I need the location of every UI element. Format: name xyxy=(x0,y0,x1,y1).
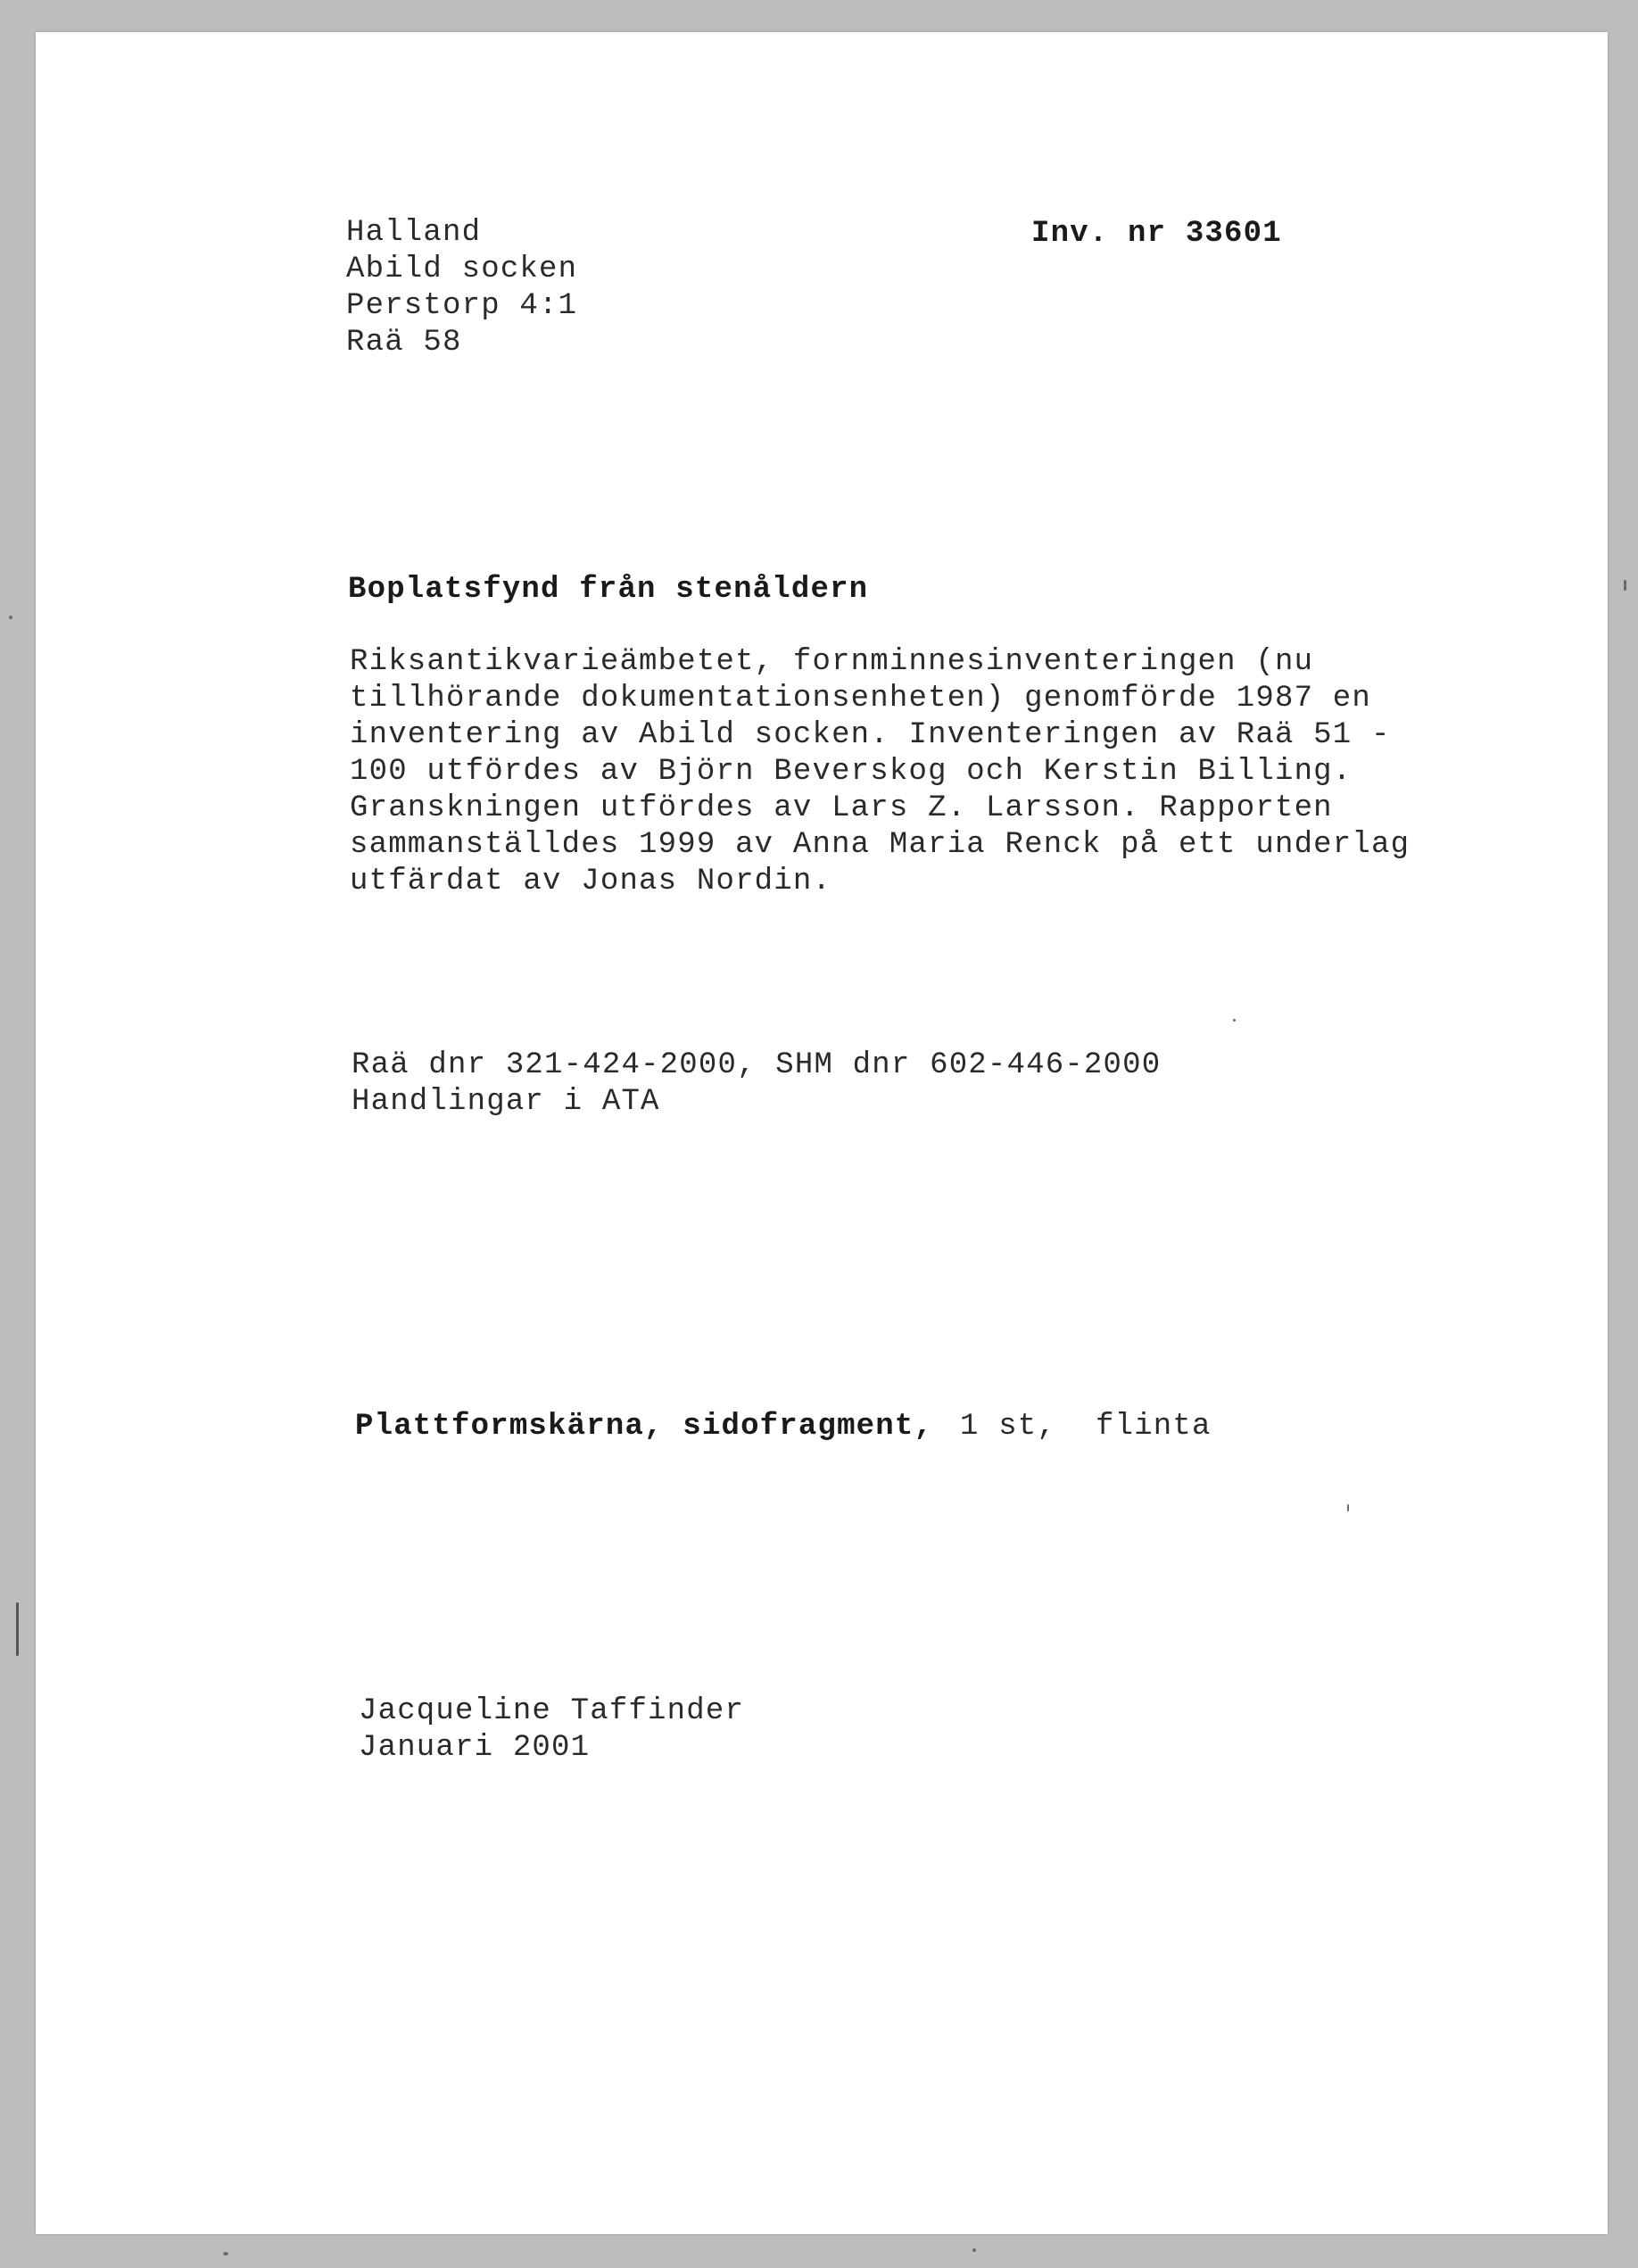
scan-speck xyxy=(1624,580,1626,591)
body-line: tillhörande dokumentationsenheten) genomförde 1987 en xyxy=(350,682,1371,716)
body-line: inventering av Abild socken. Inventeringen av Raä 51 - xyxy=(350,718,1391,752)
scan-speck xyxy=(1233,1019,1236,1022)
reference-archive: Handlingar i ATA xyxy=(352,1085,660,1119)
scan-speck xyxy=(9,616,12,619)
reference-dnr: Raä dnr 321-424-2000, SHM dnr 602-446-2000 xyxy=(352,1048,1162,1082)
signature-name: Jacqueline Taffinder xyxy=(359,1694,745,1728)
body-line: sammanställdes 1999 av Anna Maria Renck på ett underlag xyxy=(350,828,1410,862)
scan-speck xyxy=(972,2248,976,2252)
find-count: 1 st, xyxy=(960,1410,1057,1444)
document-page xyxy=(36,32,1608,2234)
body-line: 100 utfördes av Björn Beverskog och Kerstin Billing. xyxy=(350,755,1353,789)
location-block xyxy=(346,215,577,361)
find-type: Plattformskärna, sidofragment, xyxy=(355,1410,934,1444)
body-paragraph xyxy=(350,644,1410,900)
location-province: Halland xyxy=(346,216,482,250)
scan-speck xyxy=(1347,1504,1349,1511)
scan-speck xyxy=(223,2252,228,2256)
location-property: Perstorp 4:1 xyxy=(346,289,578,323)
location-raa-number: Raä 58 xyxy=(346,326,462,360)
body-line: Riksantikvarieämbetet, fornminnesinventeringen (nu xyxy=(350,645,1314,679)
scan-speck xyxy=(16,1602,19,1656)
signature-block xyxy=(359,1693,744,1767)
references-block xyxy=(352,1047,1161,1121)
signature-date: Januari 2001 xyxy=(359,1731,591,1765)
document-heading: Boplatsfynd från stenåldern xyxy=(348,573,869,607)
location-parish: Abild socken xyxy=(346,252,578,286)
body-line: Granskningen utfördes av Lars Z. Larsson. Rapporten xyxy=(350,791,1333,825)
body-line: utfärdat av Jonas Nordin. xyxy=(350,865,832,898)
find-material: flinta xyxy=(1096,1410,1212,1444)
inventory-number: Inv. nr 33601 xyxy=(1031,217,1282,251)
